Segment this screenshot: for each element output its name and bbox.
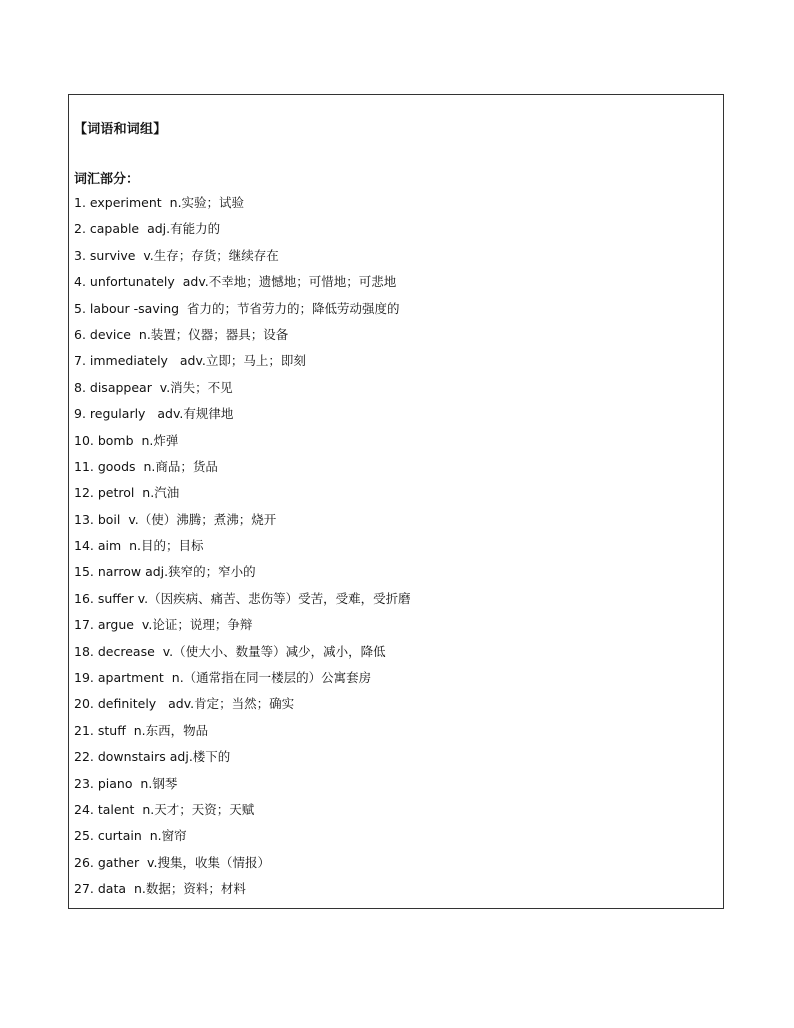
vocab-item: 11. goods n.商品；货品 <box>74 458 218 474</box>
vocab-item: 9. regularly adv.有规律地 <box>74 406 234 422</box>
vocab-item: 19. apartment n.（通常指在同一楼层的）公寓套房 <box>74 670 372 686</box>
vocab-item: 26. gather v.搜集，收集（情报） <box>74 854 270 870</box>
vocab-item: 14. aim n.目的；目标 <box>74 538 204 554</box>
vocab-item: 18. decrease v.（使大小、数量等）减少，减小，降低 <box>74 643 386 659</box>
vocab-item: 8. disappear v.消失；不见 <box>74 379 233 395</box>
vocab-item: 10. bomb n.炸弹 <box>74 432 179 448</box>
vocab-item: 1. experiment n.实验；试验 <box>74 195 245 210</box>
vocab-item: 21. stuff n.东西，物品 <box>74 722 209 738</box>
subsection-title: 词汇部分： <box>74 172 140 187</box>
vocab-item: 15. narrow adj.狭窄的；窄小的 <box>74 564 256 580</box>
vocab-item: 3. survive v.生存；存货；继续存在 <box>74 247 279 263</box>
vocab-item: 6. device n.装置；仪器；器具；设备 <box>74 326 289 342</box>
vocab-item: 17. argue v.论证；说理；争辩 <box>74 617 253 633</box>
vocab-item: 20. definitely adv.肯定；当然；确实 <box>74 696 295 712</box>
vocab-item: 4. unfortunately adv.不幸地；遗憾地；可惜地；可悲地 <box>74 274 397 290</box>
vocab-item: 24. talent n.天才；天资；天赋 <box>74 801 255 817</box>
vocab-item: 27. data n.数据；资料；材料 <box>74 881 246 897</box>
vocab-item: 25. curtain n.窗帘 <box>74 828 187 844</box>
vocab-item: 22. downstairs adj.楼下的 <box>74 749 231 765</box>
vocab-item: 13. boil v.（使）沸腾；煮沸；烧开 <box>74 511 277 527</box>
vocab-item: 2. capable adj.有能力的 <box>74 221 221 237</box>
vocab-item: 7. immediately adv.立即；马上；即刻 <box>74 353 306 369</box>
vocab-item: 16. suffer v.（因疾病、痛苦、悲伤等）受苦，受难，受折磨 <box>74 590 411 606</box>
vocab-item: 12. petrol n.汽油 <box>74 485 180 501</box>
vocab-item: 5. labour -saving 省力的；节省劳力的；降低劳动强度的 <box>74 300 400 316</box>
vocabulary-list <box>74 193 411 906</box>
vocab-item: 23. piano n.钢琴 <box>74 775 178 791</box>
section-title: 【词语和词组】 <box>74 122 167 137</box>
